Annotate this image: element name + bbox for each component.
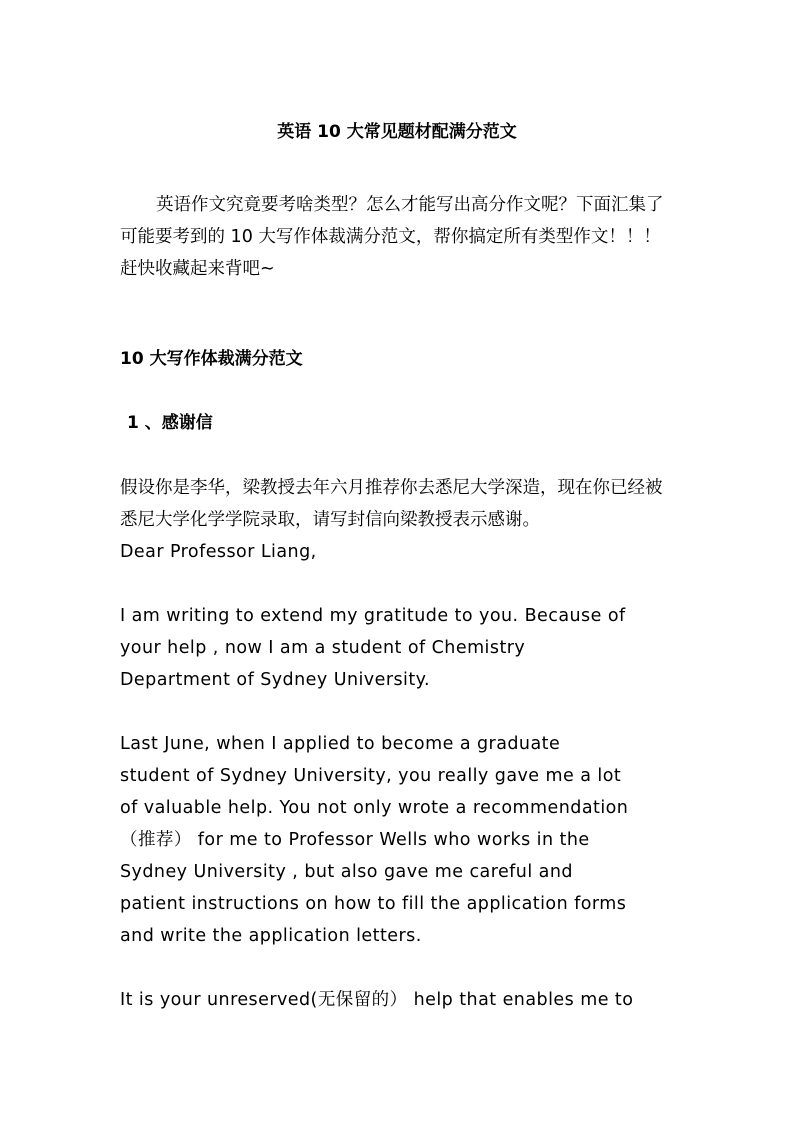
section-heading: 10 大写作体裁满分范文 (120, 349, 303, 369)
letter-line: student of Sydney University, you really gave me a lot (120, 766, 622, 786)
letter-line: and write the application letters. (120, 926, 422, 946)
letter-line: Last June, when I applied to become a graduate (120, 734, 561, 754)
letter-line: It is your unreserved(无保留的） help that enables me to (120, 990, 634, 1010)
letter-line: your help , now I am a student of Chemistry (120, 638, 526, 658)
letter-line: of valuable help. You not only wrote a recommendation (120, 798, 629, 818)
letter-line: Sydney University , but also gave me careful and (120, 862, 573, 882)
writing-prompt: 假设你是李华，梁教授去年六月推荐你去悉尼大学深造，现在你已经被悉尼大学化学学院录取，请写封信向梁教授表示感谢。 (120, 478, 663, 530)
letter-line: Department of Sydney University. (120, 670, 430, 690)
letter-line: （推荐） for me to Professor Wells who works in the (120, 830, 590, 850)
item-heading: 1 、感谢信 (127, 413, 213, 433)
document-title: 英语 10 大常见题材配满分范文 (277, 122, 517, 142)
letter-salutation: Dear Professor Liang, (120, 542, 317, 562)
intro-paragraph: 英语作文究竟要考啥类型？怎么才能写出高分作文呢？下面汇集了可能要考到的 10 大写作体裁满分范文，帮你搞定所有类型作文！！！赶快收藏起来背吧~ (120, 195, 664, 279)
letter-line: I am writing to extend my gratitude to you. Because of (120, 606, 626, 626)
letter-line: patient instructions on how to fill the application forms (120, 894, 627, 914)
